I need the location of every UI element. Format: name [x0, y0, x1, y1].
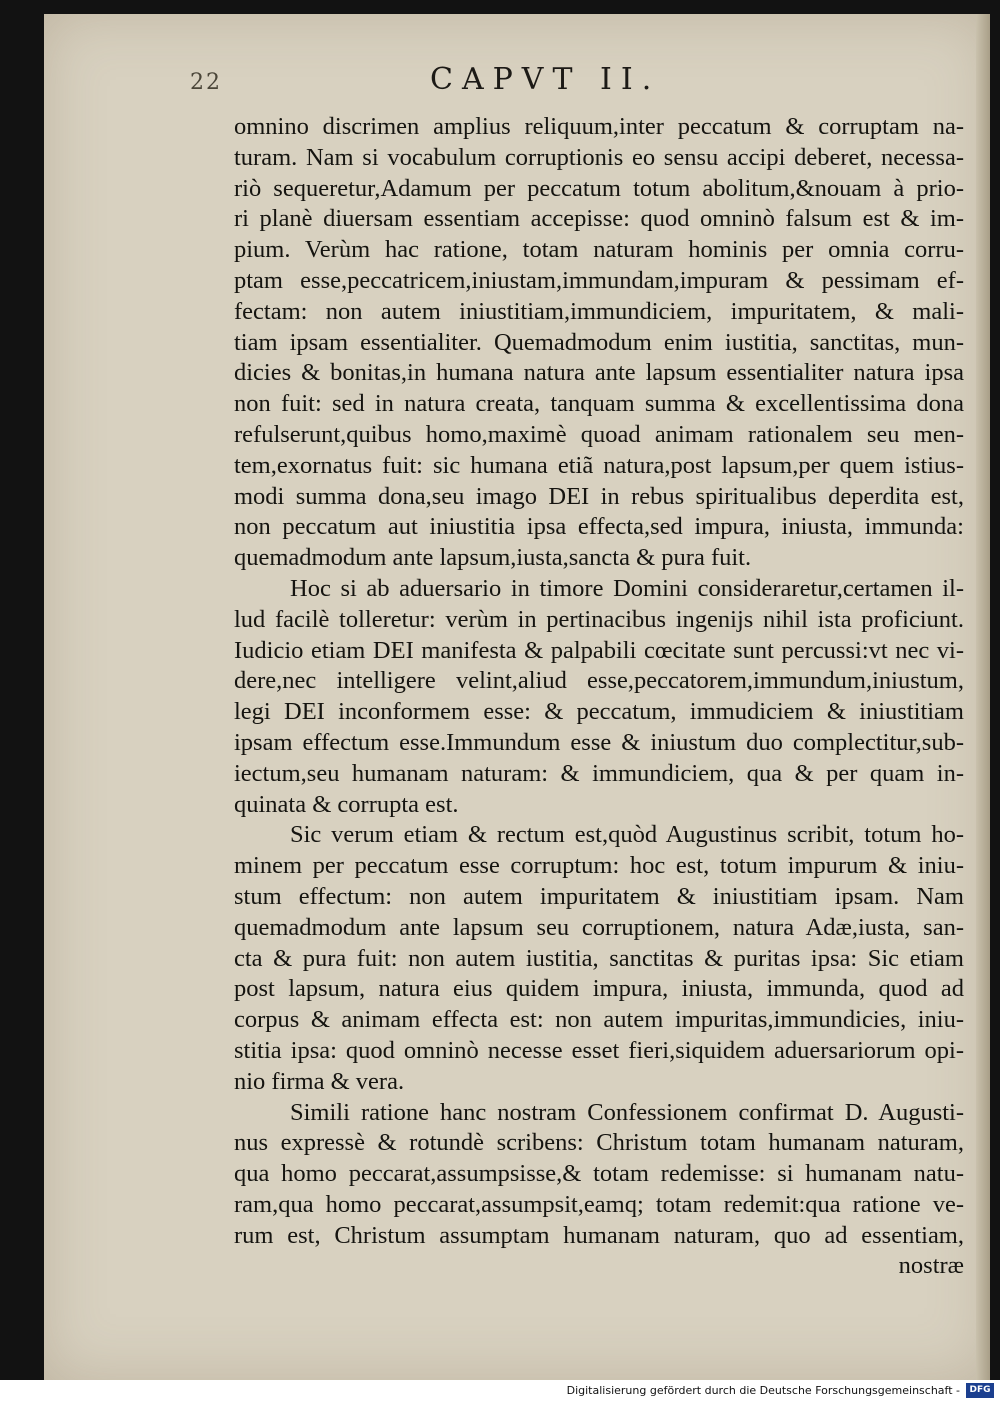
text-line: refulserunt,quibus homo,maximè quoad animam rationalem seu men-: [234, 420, 964, 448]
text-line: Simili ratione hanc nostram Confessionem confirmat D. Augusti-: [290, 1098, 964, 1126]
text-line: iectum,seu humanam naturam: & immundiciem, qua & per quam in-: [234, 759, 964, 787]
text-line: non peccatum aut iniustitia ipsa effecta,sed impura, iniusta, immunda:: [234, 513, 964, 541]
text-line: non fuit: sed in natura creata, tanquam summa & excellentissima dona: [234, 390, 964, 418]
text-line: legi DEI inconformem esse: & peccatum, immudiciem & iniustitiam: [234, 698, 964, 726]
text-line: post lapsum, natura eius quidem impura, iniusta, immunda, quod ad: [234, 975, 964, 1003]
text-line: lud facilè tolleretur: verùm in pertinacibus ingenijs nihil ista proficiunt.: [234, 605, 964, 633]
text-line: modi summa dona,seu imago DEI in rebus spiritualibus deperdita est,: [234, 482, 964, 510]
text-line: Hoc si ab aduersario in timore Domini consideraretur,certamen il-: [290, 574, 964, 602]
text-line: riò sequeretur,Adamum per peccatum totum abolitum,&nouam à prio-: [234, 174, 964, 202]
text-line: nio firma & vera.: [234, 1067, 405, 1095]
text-line: qua homo peccarat,assumpsisse,& totam redemisse: si humanam natu-: [234, 1160, 964, 1188]
text-line: ri planè diuersam essentiam accepisse: quod omninò falsum est & im-: [234, 205, 964, 233]
page-edge: [976, 14, 990, 1380]
text-line: dicies & bonitas,in humana natura ante lapsum essentialiter natura ipsa: [234, 359, 964, 387]
text-line: rum est, Christum assumptam humanam naturam, quo ad essentiam,: [234, 1221, 964, 1249]
text-line: stum effectum: non autem impuritatem & iniustitiam ipsam. Nam: [234, 882, 964, 910]
text-line: nus expressè & rotundè scribens: Christum totam humanam naturam,: [234, 1129, 964, 1157]
digitization-credit: Digitalisierung gefördert durch die Deutsche Forschungsgemeinschaft -: [566, 1384, 960, 1397]
text-line: quemadmodum ante lapsum,iusta,sancta & pura fuit.: [234, 544, 752, 572]
text-line: stitia ipsa: quod omninò necesse esset fieri,siquidem aduersariorum opi-: [234, 1036, 964, 1064]
dfg-logo: DFG: [966, 1383, 994, 1398]
page-number: 22: [190, 70, 222, 95]
text-line: ram,qua homo peccarat,assumpsit,eamq; totam redemit:qua ratione ve-: [234, 1190, 964, 1218]
text-line: Sic verum etiam & rectum est,quòd Augustinus scribit, totum ho-: [290, 821, 964, 849]
running-title: CAPVT II.: [430, 62, 661, 97]
text-line: ptam esse,peccatricem,iniustam,immundam,impuram & pessimam ef-: [234, 266, 964, 294]
text-line: cta & pura fuit: non autem iustitia, sanctitas & puritas ipsa: Sic etiam: [234, 944, 964, 972]
text-line: nostræ: [898, 1252, 964, 1280]
text-line: tem,exornatus fuit: sic humana etiã natura,post lapsum,per quem istius-: [234, 451, 964, 479]
text-line: pium. Verùm hac ratione, totam naturam hominis per omnia corru-: [234, 236, 964, 264]
text-line: tiam ipsam essentialiter. Quemadmodum enim iustitia, sanctitas, mun-: [234, 328, 964, 356]
text-line: quemadmodum ante lapsum seu corruptionem, natura Adæ,iusta, san-: [234, 913, 964, 941]
text-line: ipsam effectum esse.Immundum esse & iniustum duo complectitur,sub-: [234, 728, 964, 756]
text-line: turam. Nam si vocabulum corruptionis eo sensu accipi deberet, necessa-: [234, 143, 964, 171]
text-line: omnino discrimen amplius reliquum,inter peccatum & corruptam na-: [234, 113, 964, 140]
text-line: quinata & corrupta est.: [234, 790, 459, 818]
text-line: dere,nec intelligere velint,aliud esse,peccatorem,immundum,iniustum,: [234, 667, 964, 695]
text-line: minem per peccatum esse corruptum: hoc est, totum impurum & iniu-: [234, 852, 964, 880]
body-text: [234, 112, 964, 1282]
running-header: [190, 56, 810, 106]
text-line: Iudicio etiam DEI manifesta & palpabili cœcitate sunt percussi:vt nec vi-: [234, 636, 964, 664]
text-line: corpus & animam effecta est: non autem impuritas,immundicies, iniu-: [234, 1006, 964, 1034]
text-line: fectam: non autem iniustitiam,immundiciem, impuritatem, & mali-: [234, 297, 964, 325]
footer-bar: [0, 1380, 1000, 1402]
